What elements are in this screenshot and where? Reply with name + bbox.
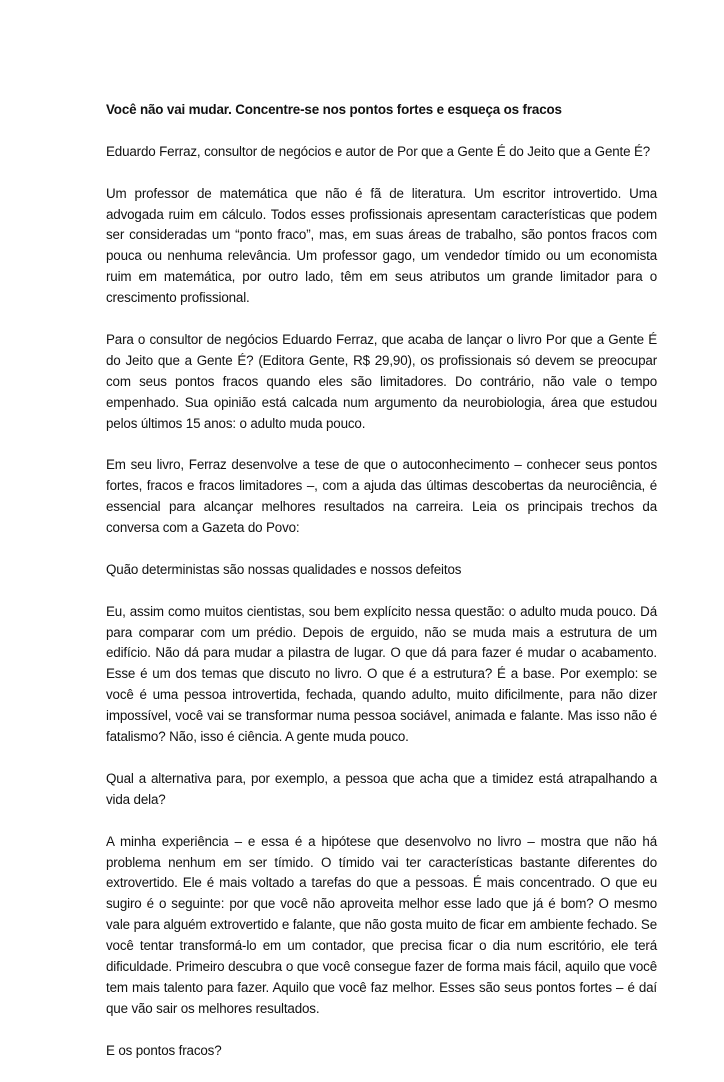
interview-question: E os pontos fracos? — [106, 1042, 222, 1058]
paragraph-intro: Um professor de matemática que não é fã de literatura. Um escritor introvertido. Uma advogada ruim em cálculo. Todos esses profissionais apresentam características que podem ser consideradas um “ponto fraco”, mas, em suas áreas de trabalho, são pontos fracos com pouca ou nenhuma relevância. Um professor gago, um vendedor tímido ou um economista ruim em matemática, por outro lado, têm em seus atributos um grande limitador para o crescimento profissional. — [106, 185, 657, 306]
article-byline: Eduardo Ferraz, consultor de negócios e autor de Por que a Gente É do Jeito que a Gente É? — [106, 143, 651, 159]
interview-question: Qual a alternativa para, por exemplo, a pessoa que acha que a timidez está atrapalhando a vida dela? — [106, 770, 657, 807]
interview-answer: Eu, assim como muitos cientistas, sou bem explícito nessa questão: o adulto muda pouco. Dá para comparar com um prédio. Depois de erguido, não se muda mais a estrutura de um edifício. Não dá para mudar a pilastra de lugar. O que dá para fazer é mudar o acabamento. Esse é um dos temas que discuto no livro. O que é a estrutura? É a base. Por exemplo: se você é uma pessoa introvertida, fechada, quando adulto, muito dificilmente, para não dizer impossível, você vai se transformar numa pessoa sociável, animada e falante. Mas isso não é fatalismo? Não, isso é ciência. A gente muda pouco. — [106, 603, 657, 745]
paragraph-context: Para o consultor de negócios Eduardo Ferraz, que acaba de lançar o livro Por que a Gente É do Jeito que a Gente É? (Editora Gente, R$ 29,90), os profissionais só devem se preocupar com seus pontos fracos quando eles são limitadores. Do contrário, não vale o tempo empenhado. Sua opinião está calcada num argumento da neurobiologia, área que estudou pelos últimos 15 anos: o adulto muda pouco. — [106, 331, 657, 431]
document-page — [106, 100, 657, 1082]
paragraph-thesis: Em seu livro, Ferraz desenvolve a tese de que o autoconhecimento – conhecer seus pontos fortes, fracos e fracos limitadores –, com a ajuda das últimas descobertas da neurociência, é essencial para alcançar melhores resultados na carreira. Leia os principais trechos da conversa com a Gazeta do Povo: — [106, 457, 657, 536]
article-title: Você não vai mudar. Concentre-se nos pontos fortes e esqueça os fracos — [106, 102, 562, 117]
interview-answer: A minha experiência – e essa é a hipótese que desenvolvo no livro – mostra que não há problema nenhum em ser tímido. O tímido vai ter características bastante diferentes do extrovertido. Ele é mais voltado a tarefas do que a pessoas. É mais concentrado. O que eu sugiro é o seguinte: por que você não aproveita melhor esse lado que já é bom? O mesmo vale para alguém extrovertido e falante, que não gosta muito de ficar em ambiente fechado. Se você tentar transformá-lo em um contador, que precisa ficar o dia num escritório, ele terá dificuldade. Primeiro descubra o que você consegue fazer de forma mais fácil, aquilo que você tem mais talento para fazer. Aquilo que você faz melhor. Esses são seus pontos fortes – é daí que vão sair os melhores resultados. — [106, 833, 657, 1016]
interview-question: Quão deterministas são nossas qualidades e nossos defeitos — [106, 561, 462, 577]
